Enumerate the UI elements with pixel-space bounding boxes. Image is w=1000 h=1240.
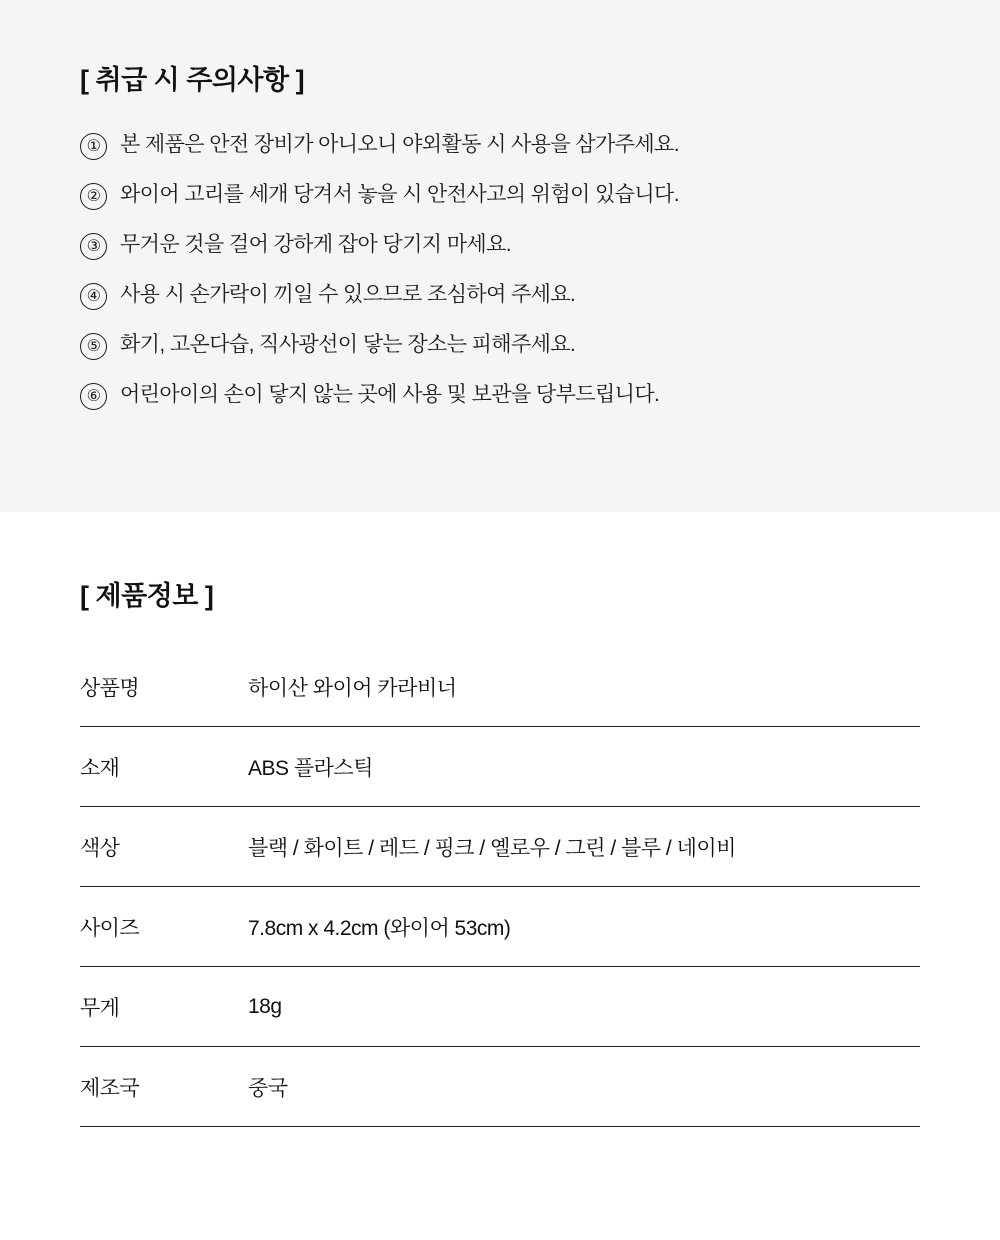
caution-item-text: 와이어 고리를 세개 당겨서 놓을 시 안전사고의 위험이 있습니다. — [120, 183, 679, 206]
table-row — [80, 967, 920, 1047]
table-row-value: ABS 플라스틱 — [248, 757, 373, 780]
caution-list — [80, 131, 920, 410]
number-circle-icon: ④ — [80, 283, 107, 310]
table-row-label: 색상 — [80, 837, 120, 860]
table-row-value: 블랙 / 화이트 / 레드 / 핑크 / 옐로우 / 그린 / 블루 / 네이비 — [248, 837, 736, 860]
caution-item-text: 어린아이의 손이 닿지 않는 곳에 사용 및 보관을 당부드립니다. — [120, 383, 660, 406]
table-row-value: 7.8cm x 4.2cm (와이어 53cm) — [248, 917, 511, 940]
table-row — [80, 647, 920, 727]
caution-item-text: 무거운 것을 걸어 강하게 잡아 당기지 마세요. — [120, 233, 511, 256]
caution-section — [0, 0, 1000, 512]
caution-item-text: 화기, 고온다습, 직사광선이 닿는 장소는 피해주세요. — [120, 333, 576, 356]
table-row-label: 무게 — [80, 997, 120, 1020]
product-info-heading: [ 제품정보 ] — [80, 581, 214, 611]
product-info-table — [80, 647, 920, 1127]
table-row — [80, 1047, 920, 1127]
list-item — [80, 131, 920, 160]
product-info-section — [0, 512, 1000, 1127]
table-row-value: 하이산 와이어 카라비너 — [248, 677, 457, 700]
number-circle-icon: ① — [80, 133, 107, 160]
table-row — [80, 807, 920, 887]
list-item — [80, 231, 920, 260]
table-row-value: 중국 — [248, 1077, 288, 1100]
list-item — [80, 281, 920, 310]
list-item — [80, 381, 920, 410]
list-item — [80, 331, 920, 360]
table-row-label: 상품명 — [80, 677, 140, 700]
caution-item-text: 사용 시 손가락이 끼일 수 있으므로 조심하여 주세요. — [120, 283, 576, 306]
number-circle-icon: ⑤ — [80, 333, 107, 360]
number-circle-icon: ③ — [80, 233, 107, 260]
number-circle-icon: ② — [80, 183, 107, 210]
table-row-label: 소재 — [80, 757, 120, 780]
number-circle-icon: ⑥ — [80, 383, 107, 410]
table-row-label: 제조국 — [80, 1077, 140, 1100]
caution-heading: [ 취급 시 주의사항 ] — [80, 65, 305, 95]
table-row — [80, 887, 920, 967]
table-row — [80, 727, 920, 807]
list-item — [80, 181, 920, 210]
table-row-value: 18g — [248, 995, 282, 1018]
table-row-label: 사이즈 — [80, 917, 140, 940]
caution-item-text: 본 제품은 안전 장비가 아니오니 야외활동 시 사용을 삼가주세요. — [120, 133, 679, 156]
